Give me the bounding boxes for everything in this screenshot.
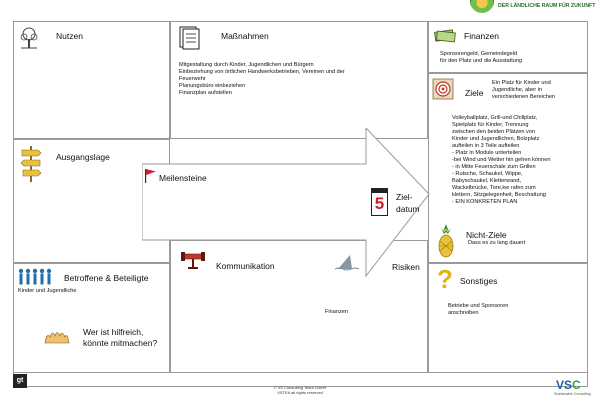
- idea-tree-icon: [17, 26, 41, 50]
- ziele-summary-line: Ein Platz für Kinder und: [492, 80, 551, 86]
- people-group-icon: [17, 267, 57, 287]
- crowd-hands-icon: [44, 328, 70, 344]
- ziele-line: Kinder und Jugendlichen, Bolzplatz: [452, 136, 540, 142]
- ausgangslage-title: Ausgangslage: [56, 152, 110, 162]
- footer-right-logo: [556, 379, 594, 393]
- zieldatum-line1: Ziel-: [396, 192, 413, 202]
- ziele-line: - Platz in Module unterteilen: [452, 150, 522, 156]
- ziele-line: -bei Wind und Wetter hin gehen können: [452, 157, 551, 163]
- calendar-icon: [371, 188, 388, 216]
- pineapple-icon: [437, 224, 455, 258]
- brand-tagline: DER LÄNDLICHE RAUM FÜR ZUKUNFT: [498, 3, 596, 9]
- finanzen-right-line: Sponsorengeld, Gemeindegeld: [440, 51, 518, 57]
- finanzen-right-line: für den Platz und die Ausstattung: [440, 58, 523, 64]
- kommunikation-title: Kommunikation: [216, 261, 275, 271]
- target-icon: [432, 78, 454, 100]
- massnahmen-line: Mitgestaltung durch Kinder, Jugendlichen und Bürgern: [179, 62, 314, 68]
- sonstiges-title: Sonstiges: [460, 276, 498, 286]
- finanzen-bottom-title: Finanzen: [325, 309, 349, 315]
- brand-emblem-icon: [470, 0, 494, 13]
- sonstiges-text: [448, 303, 508, 317]
- zieldatum-line2: datum: [396, 204, 420, 214]
- ziele-line: Babyschaukel, Kletterwand,: [452, 178, 522, 184]
- ziele-line: zwischen den beiden Plätzen von: [452, 129, 536, 135]
- betroffene-question-line1: Wer ist hilfreich,: [83, 327, 144, 337]
- finanzen-right-title: Finanzen: [464, 31, 499, 41]
- ziele-line: Spielplatz für Kinder, Trennung: [452, 122, 529, 128]
- ziele-line: aufteilen in 3 Teile aufteilen: [452, 143, 520, 149]
- massnahmen-line: Finanzplan aufstellen: [179, 90, 232, 96]
- betroffene-question-line2: könnte mitmachen?: [83, 338, 158, 348]
- ziele-line: Volleyballplatz, Grill-und Chillplatz,: [452, 115, 538, 121]
- massnahmen-text: [179, 62, 345, 97]
- footer-copyright: © VS Consulting Team GmbH: [273, 385, 327, 390]
- ziele-summary: [492, 80, 555, 101]
- ziele-line: - Rutsche, Schaukel, Wippe,: [452, 171, 523, 177]
- calendar-number: 5: [374, 194, 385, 213]
- megaphone-icon: [180, 248, 206, 270]
- massnahmen-title: Maßnahmen: [221, 31, 269, 41]
- footer-rights: VSTEA all rights reserved: [277, 390, 323, 395]
- finanzen-right-text: [440, 51, 522, 65]
- sonstiges-line: anschreiben: [448, 310, 479, 316]
- documents-icon: [176, 25, 202, 51]
- ziele-line: Wackelbrücke, Tore,kw rafen zum: [452, 185, 536, 191]
- shark-fin-icon: [334, 252, 362, 272]
- footer-right-logo-c: C: [572, 378, 581, 392]
- massnahmen-line: Planungsbüro einbeziehen: [179, 83, 246, 89]
- ziele-line: - in Mitte Feuerschale zum Grillen: [452, 164, 536, 170]
- money-icon: [433, 27, 457, 43]
- nicht-ziele-title: Nicht-Ziele: [466, 230, 507, 240]
- footer-right-logo-v: VS: [556, 378, 573, 392]
- footer-left-logo: [13, 374, 27, 388]
- footer-center: [250, 385, 350, 395]
- ziele-title: Ziele: [465, 88, 484, 98]
- signpost-icon: [19, 144, 43, 184]
- sonstiges-line: Betriebe und Sponsoren: [448, 303, 509, 309]
- nutzen-title: Nutzen: [56, 31, 83, 41]
- risiken-title: Risiken: [392, 262, 420, 272]
- ziele-summary-line: Jugendliche, aber in: [492, 87, 543, 93]
- ziele-line: - EIN KONKRETEN PLAN: [452, 199, 518, 205]
- massnahmen-line: Einbeziehung von örtlichen Handwerksbetrieben, Vereinen und der: [179, 69, 345, 75]
- nicht-ziele-text: Dass es zu lang dauert: [468, 240, 526, 246]
- meilensteine-title: Meilensteine: [159, 173, 207, 183]
- betroffene-text: Kinder und Jugendliche: [18, 288, 77, 294]
- massnahmen-line: Feuerwehr: [179, 76, 206, 82]
- footer-right-tagline: Sustainable Consulting: [554, 392, 591, 396]
- footer-left-logo-text: gt: [16, 377, 24, 384]
- betroffene-title: Betroffene & Beteiligte: [64, 273, 149, 283]
- question-mark-icon: ?: [437, 264, 453, 294]
- ziele-summary-line: verschiedenen Bereichen: [492, 94, 556, 100]
- header-brand: [462, 0, 600, 16]
- ziele-line: klettern, Sitzgelegenheit, Beschattung: [452, 192, 546, 198]
- ziele-details: [452, 115, 550, 206]
- flag-icon: [143, 168, 157, 184]
